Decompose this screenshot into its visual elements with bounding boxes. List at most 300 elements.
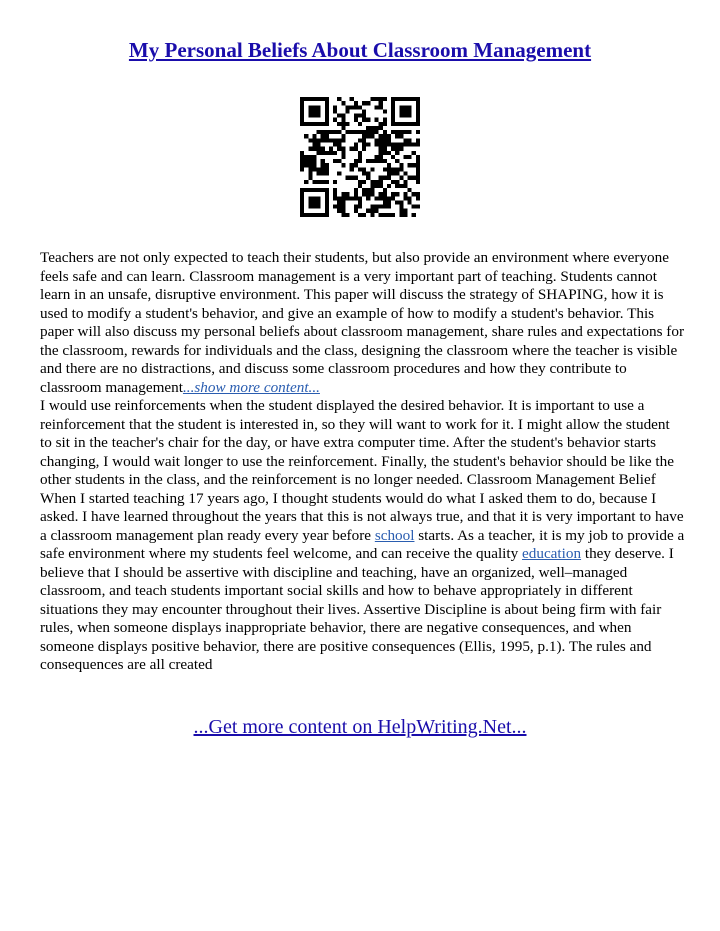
qr-module <box>317 138 321 142</box>
qr-module <box>321 171 325 175</box>
qr-module <box>317 105 321 109</box>
qr-module <box>395 180 399 184</box>
qr-module <box>312 134 316 138</box>
qr-module <box>374 118 378 122</box>
qr-module <box>312 114 316 118</box>
qr-module <box>300 192 304 196</box>
qr-module <box>383 196 387 200</box>
qr-module <box>379 176 383 180</box>
qr-module <box>358 130 362 134</box>
qr-module <box>325 138 329 142</box>
qr-module <box>416 97 420 101</box>
qr-module <box>321 151 325 155</box>
qr-module <box>412 122 416 126</box>
qr-module <box>416 138 420 142</box>
qr-module <box>416 176 420 180</box>
qr-module <box>370 192 374 196</box>
qr-module <box>362 134 366 138</box>
qr-module <box>358 114 362 118</box>
qr-module <box>395 147 399 151</box>
qr-module <box>354 159 358 163</box>
qr-module <box>387 171 391 175</box>
qr-module <box>395 167 399 171</box>
qr-module <box>403 180 407 184</box>
qr-module <box>308 167 312 171</box>
qr-module <box>312 167 316 171</box>
qr-module <box>387 167 391 171</box>
qr-module <box>399 143 403 147</box>
qr-module <box>341 205 345 209</box>
qr-module <box>366 130 370 134</box>
qr-module <box>399 163 403 167</box>
qr-module <box>391 147 395 151</box>
qr-module <box>300 101 304 105</box>
qr-module <box>325 105 329 109</box>
qr-module <box>304 97 308 101</box>
qr-module <box>312 109 316 113</box>
qr-module <box>370 205 374 209</box>
qr-module <box>399 130 403 134</box>
qr-module <box>329 130 333 134</box>
qr-module <box>312 163 316 167</box>
qr-module <box>321 163 325 167</box>
qr-module <box>337 114 341 118</box>
qr-module <box>387 134 391 138</box>
qr-module <box>300 151 304 155</box>
qr-module <box>317 200 321 204</box>
qr-module <box>403 138 407 142</box>
qr-module <box>308 105 312 109</box>
qr-module <box>308 171 312 175</box>
qr-module <box>395 184 399 188</box>
qr-module <box>416 109 420 113</box>
qr-module <box>312 138 316 142</box>
qr-module <box>300 205 304 209</box>
qr-module <box>408 163 412 167</box>
qr-code-icon <box>300 97 420 217</box>
qr-module <box>358 205 362 209</box>
qr-module <box>370 167 374 171</box>
qr-module <box>341 151 345 155</box>
qr-module <box>395 130 399 134</box>
qr-module <box>300 163 304 167</box>
qr-module <box>354 143 358 147</box>
qr-module <box>403 196 407 200</box>
qr-module <box>333 105 337 109</box>
qr-module <box>337 171 341 175</box>
qr-module <box>300 209 304 213</box>
qr-module <box>399 109 403 113</box>
qr-module <box>362 114 366 118</box>
qr-module <box>321 134 325 138</box>
qr-module <box>399 97 403 101</box>
qr-module <box>383 159 387 163</box>
qr-module <box>304 122 308 126</box>
qr-module <box>358 167 362 171</box>
qr-module <box>408 130 412 134</box>
qr-module <box>379 159 383 163</box>
qr-module <box>317 114 321 118</box>
qr-module <box>366 134 370 138</box>
qr-module <box>387 176 391 180</box>
qr-module <box>354 196 358 200</box>
qr-module <box>383 176 387 180</box>
qr-module <box>308 114 312 118</box>
qr-module <box>362 180 366 184</box>
qr-module <box>403 209 407 213</box>
qr-module <box>337 97 341 101</box>
qr-module <box>325 188 329 192</box>
qr-module <box>312 196 316 200</box>
qr-module <box>399 176 403 180</box>
page-title[interactable]: My Personal Beliefs About Classroom Management <box>128 38 592 62</box>
qr-module <box>399 114 403 118</box>
qr-module <box>416 171 420 175</box>
qr-module <box>416 122 420 126</box>
paragraph-2-part-1: I would use reinforcements when the student displayed the desired behavior. It is important to use a reinforcement that the student is interested in, so they will want to work for it. I might allow the student to sit in the teacher's chair for the day, or have extra computer time. After the student's behavior starts changing, I would wait longer to use the reinforcement. Finally, the student's behavior should be like the other students in the class, and the reinforcement is no longer needed. Classroom Management Belief When I started teaching 17 years ago, I thought students would do what I asked them to do, because I asked. I have learned throughout the years that this is not always true, and that it is very important to have a classroom management plan ready every year before <box>40 397 684 544</box>
qr-module <box>412 151 416 155</box>
qr-module <box>337 143 341 147</box>
qr-module <box>391 180 395 184</box>
qr-module <box>317 196 321 200</box>
qr-module <box>321 159 325 163</box>
qr-module <box>325 196 329 200</box>
qr-module <box>341 209 345 213</box>
qr-module <box>337 200 341 204</box>
qr-module <box>403 192 407 196</box>
qr-module <box>350 130 354 134</box>
qr-module <box>321 180 325 184</box>
qr-module <box>341 101 345 105</box>
qr-module <box>391 196 395 200</box>
article-body <box>40 249 685 675</box>
qr-module <box>317 171 321 175</box>
qr-module <box>337 122 341 126</box>
qr-module <box>354 101 358 105</box>
qr-module <box>399 134 403 138</box>
qr-module <box>308 196 312 200</box>
qr-module <box>403 143 407 147</box>
qr-module <box>399 122 403 126</box>
qr-module <box>403 122 407 126</box>
qr-module <box>308 97 312 101</box>
qr-module <box>379 122 383 126</box>
qr-module <box>317 109 321 113</box>
qr-module <box>304 213 308 217</box>
qr-module <box>333 180 337 184</box>
qr-module <box>391 97 395 101</box>
qr-module <box>416 155 420 159</box>
qr-module <box>325 171 329 175</box>
qr-module <box>408 114 412 118</box>
qr-module <box>341 126 345 130</box>
qr-module <box>366 176 370 180</box>
qr-module <box>374 184 378 188</box>
show-more-link[interactable]: ...show more content... <box>182 378 320 396</box>
paragraph-2-part-2: starts. As a teacher, it is my job to provide a safe environment where my students feel welcome, and can receive the quality <box>40 526 685 562</box>
qr-module <box>416 118 420 122</box>
qr-module <box>312 213 316 217</box>
qr-module <box>412 205 416 209</box>
qr-module <box>350 196 354 200</box>
qr-module <box>391 167 395 171</box>
qr-module <box>358 155 362 159</box>
qr-module <box>412 213 416 217</box>
qr-module <box>383 122 387 126</box>
qr-module <box>325 122 329 126</box>
qr-module <box>333 188 337 192</box>
qr-module <box>300 109 304 113</box>
qr-module <box>358 151 362 155</box>
qr-module <box>374 97 378 101</box>
qr-module <box>403 155 407 159</box>
qr-module <box>416 130 420 134</box>
qr-module <box>333 130 337 134</box>
qr-module <box>362 138 366 142</box>
qr-module <box>370 213 374 217</box>
qr-module <box>366 159 370 163</box>
qr-module <box>321 167 325 171</box>
qr-module <box>300 213 304 217</box>
qr-module <box>346 192 350 196</box>
qr-module <box>341 155 345 159</box>
qr-module <box>379 180 383 184</box>
qr-module <box>412 176 416 180</box>
qr-module <box>312 97 316 101</box>
qr-module <box>379 105 383 109</box>
qr-module <box>346 105 350 109</box>
qr-module <box>350 167 354 171</box>
qr-module <box>391 105 395 109</box>
qr-module <box>362 167 366 171</box>
qr-module <box>337 159 341 163</box>
qr-module <box>403 114 407 118</box>
qr-module <box>304 159 308 163</box>
qr-module <box>350 147 354 151</box>
qr-module <box>399 209 403 213</box>
qr-module <box>312 105 316 109</box>
qr-module <box>379 196 383 200</box>
qr-module <box>403 184 407 188</box>
qr-module <box>317 180 321 184</box>
qr-module <box>312 147 316 151</box>
qr-module <box>399 105 403 109</box>
qr-module <box>379 184 383 188</box>
qr-module <box>366 196 370 200</box>
qr-module <box>325 213 329 217</box>
school-link[interactable]: school <box>374 526 415 544</box>
qr-module <box>408 105 412 109</box>
qr-module <box>370 130 374 134</box>
qr-module <box>395 122 399 126</box>
qr-module <box>350 105 354 109</box>
qr-module <box>325 130 329 134</box>
qr-module <box>370 159 374 163</box>
qr-module <box>317 205 321 209</box>
qr-module <box>304 163 308 167</box>
qr-module <box>383 151 387 155</box>
qr-module <box>379 205 383 209</box>
qr-module <box>312 155 316 159</box>
qr-module <box>399 167 403 171</box>
qr-module <box>354 118 358 122</box>
qr-module <box>383 167 387 171</box>
qr-module <box>387 143 391 147</box>
qr-module <box>362 192 366 196</box>
qr-module <box>395 171 399 175</box>
qr-module <box>308 122 312 126</box>
qr-module <box>391 114 395 118</box>
qr-module <box>325 205 329 209</box>
qr-module <box>366 143 370 147</box>
qr-module <box>383 213 387 217</box>
qr-module <box>341 114 345 118</box>
qr-module <box>308 176 312 180</box>
qr-module <box>370 209 374 213</box>
qr-module <box>333 138 337 142</box>
qr-module <box>304 155 308 159</box>
qr-module <box>391 101 395 105</box>
qr-module <box>308 163 312 167</box>
qr-module <box>379 155 383 159</box>
qr-module <box>362 171 366 175</box>
qr-module <box>370 188 374 192</box>
qr-module <box>337 196 341 200</box>
qr-module <box>391 130 395 134</box>
qr-module <box>346 122 350 126</box>
qr-module <box>321 147 325 151</box>
qr-module <box>358 159 362 163</box>
qr-module <box>403 213 407 217</box>
qr-module <box>374 205 378 209</box>
qr-module <box>370 97 374 101</box>
qr-module <box>346 196 350 200</box>
qr-module <box>395 200 399 204</box>
qr-module <box>395 192 399 196</box>
qr-module <box>329 147 333 151</box>
qr-module <box>333 196 337 200</box>
qr-module <box>337 147 341 151</box>
qr-module <box>312 180 316 184</box>
qr-module <box>350 176 354 180</box>
qr-module <box>317 130 321 134</box>
qr-module <box>399 213 403 217</box>
qr-module <box>391 122 395 126</box>
get-more-content-link[interactable]: ...Get more content on HelpWriting.Net... <box>193 716 527 738</box>
qr-module <box>412 192 416 196</box>
qr-module <box>325 101 329 105</box>
qr-module <box>341 138 345 142</box>
qr-module <box>300 159 304 163</box>
qr-module <box>341 213 345 217</box>
qr-module <box>333 151 337 155</box>
qr-module <box>362 109 366 113</box>
qr-module <box>391 171 395 175</box>
qr-module <box>308 159 312 163</box>
qr-module <box>366 171 370 175</box>
qr-module <box>379 101 383 105</box>
qr-module <box>408 97 412 101</box>
qr-module <box>383 205 387 209</box>
qr-module <box>391 192 395 196</box>
qr-module <box>354 163 358 167</box>
qr-module <box>416 205 420 209</box>
qr-module <box>416 196 420 200</box>
qr-module <box>379 151 383 155</box>
qr-module <box>341 200 345 204</box>
qr-module <box>325 97 329 101</box>
qr-module <box>358 138 362 142</box>
qr-module <box>312 159 316 163</box>
qr-module <box>408 200 412 204</box>
qr-module <box>416 105 420 109</box>
qr-module <box>358 213 362 217</box>
qr-module <box>383 109 387 113</box>
qr-module <box>399 184 403 188</box>
education-link[interactable]: education <box>522 545 582 562</box>
qr-module <box>329 151 333 155</box>
qr-module <box>416 101 420 105</box>
qr-module <box>358 180 362 184</box>
qr-module <box>383 138 387 142</box>
qr-module <box>308 109 312 113</box>
qr-module <box>333 192 337 196</box>
qr-module <box>317 213 321 217</box>
qr-module <box>374 126 378 130</box>
qr-module <box>333 205 337 209</box>
qr-module <box>304 180 308 184</box>
qr-module <box>408 109 412 113</box>
qr-module <box>379 138 383 142</box>
qr-module <box>358 200 362 204</box>
qr-module <box>383 97 387 101</box>
qr-module <box>300 155 304 159</box>
qr-module <box>374 196 378 200</box>
qr-module <box>321 122 325 126</box>
qr-module <box>416 192 420 196</box>
qr-module <box>317 151 321 155</box>
qr-module <box>317 188 321 192</box>
qr-module <box>412 163 416 167</box>
qr-module <box>408 143 412 147</box>
qr-module <box>358 122 362 126</box>
paragraph-1: Teachers are not only expected to teach their students, but also provide an environment where everyone feels safe and can learn. Classroom management is a very important part of teaching. Students cannot learn in an unsafe, disruptive environment. This paper will discuss the strategy of SHAPING, how it is used to modify a student's behavior, and give an example of how to modify a student's behavior. This paper will also discuss my personal beliefs about classroom management, share rules and expectations for the classroom, rewards for individuals and the class, designing the classroom where the teacher is visible and there are no distractions, and discuss some classroom procedures and how they contribute to classroom management <box>40 249 685 396</box>
qr-module <box>403 171 407 175</box>
qr-module <box>346 109 350 113</box>
qr-module <box>325 151 329 155</box>
qr-module <box>370 126 374 130</box>
qr-module <box>333 143 337 147</box>
qr-module <box>387 200 391 204</box>
qr-module <box>325 163 329 167</box>
qr-module <box>304 134 308 138</box>
qr-module <box>325 192 329 196</box>
qr-module <box>321 188 325 192</box>
qr-module <box>379 97 383 101</box>
qr-module <box>408 188 412 192</box>
qr-module <box>354 192 358 196</box>
qr-module <box>362 130 366 134</box>
qr-module <box>346 176 350 180</box>
qr-module <box>325 134 329 138</box>
qr-module <box>379 143 383 147</box>
qr-module <box>383 134 387 138</box>
qr-module <box>354 130 358 134</box>
qr-module <box>308 155 312 159</box>
qr-module <box>408 176 412 180</box>
qr-module <box>374 138 378 142</box>
qr-module <box>300 200 304 204</box>
